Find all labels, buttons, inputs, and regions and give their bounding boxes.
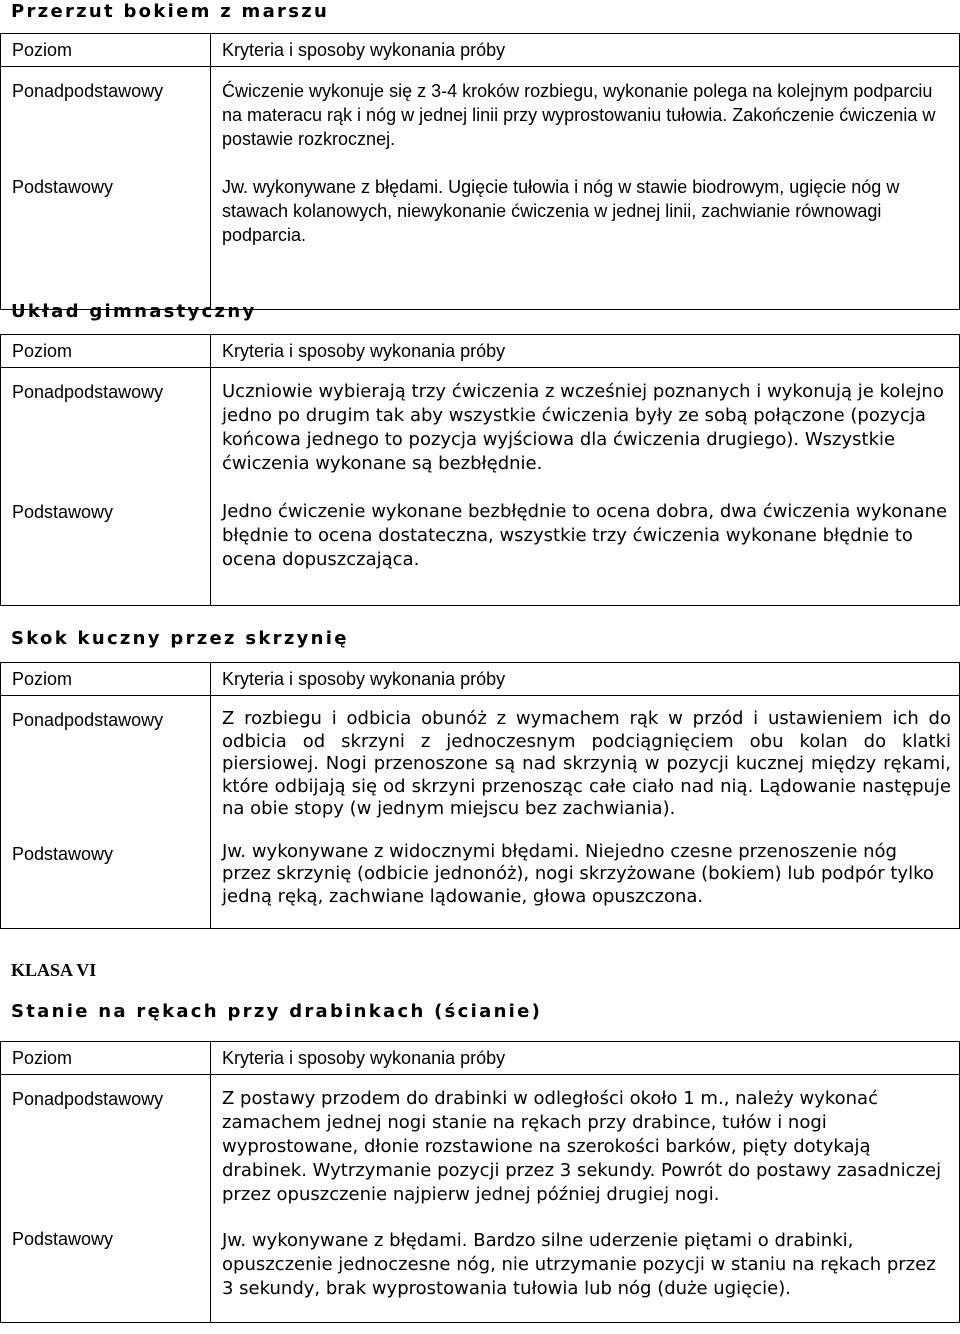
section-title: Układ gimnastyczny (11, 301, 257, 322)
table-row (1, 1075, 960, 1323)
criteria-basic: Jedno ćwiczenie wykonane bezbłędnie to ocena dobra, dwa ćwiczenia wykonane błędnie to ocena dostateczna, wszystkie trzy ćwiczenia wykonane błędnie to ocena dopuszczająca. (222, 501, 948, 570)
level-cell (1, 1075, 211, 1323)
criteria-table (0, 33, 960, 310)
criteria-basic: Jw. wykonywane z błędami. Bardzo silne uderzenie piętami o drabinki, opuszczenie jednoczesne nóg, nie utrzymanie pozycji w staniu na rękach przez 3 sekundy, brak wyprostowania tułowia lub nóg (duże ugięcie). (222, 1230, 936, 1299)
criteria-advanced: Uczniowie wybierają trzy ćwiczenia z wcześniej poznanych i wykonują je kolejno jedno po drugim tak aby wszystkie ćwiczenia były ze sobą połączone (pozycja końcowa jednego to pozycja wyjściowa dla ćwiczenia drugiego). Wszystkie ćwiczenia wykonane są bezbłędnie. (222, 381, 944, 474)
table-row (1, 67, 960, 310)
section-title: Stanie na rękach przy drabinkach (ścianie) (11, 1001, 543, 1022)
header-level: Poziom (1, 663, 211, 696)
header-level: Poziom (1, 335, 211, 368)
header-level: Poziom (1, 34, 211, 67)
section-title: Skok kuczny przez skrzynię (11, 628, 349, 649)
table-header-row (1, 663, 960, 696)
level-advanced: Ponadpodstawowy (12, 710, 164, 730)
criteria-advanced: Z rozbiegu i odbicia obunóż z wymachem rąk w przód i ustawieniem ich do odbicia od skrzyni z jednoczesnym podciągnięciem obu kolan do klatki piersiowej. Nogi przenoszone są nad skrzynią w pozycji kucznej między rękami, które odbijają się od skrzyni przenosząc całe ciało nad nią. Lądowanie następuje na obie stopy (w jednym miejscu bez zachwiania). (222, 708, 951, 819)
header-level: Poziom (1, 1042, 211, 1075)
section-title: Przerzut bokiem z marszu (11, 1, 330, 22)
criteria-table (0, 334, 960, 606)
level-cell (1, 696, 211, 929)
header-criteria: Kryteria i sposoby wykonania próby (211, 335, 960, 368)
class-heading: KLASA VI (11, 960, 97, 980)
level-basic: Podstawowy (12, 844, 114, 864)
header-criteria: Kryteria i sposoby wykonania próby (211, 1042, 960, 1075)
level-advanced: Ponadpodstawowy (12, 81, 164, 101)
criteria-table (0, 1041, 960, 1323)
criteria-cell (211, 696, 960, 929)
header-criteria: Kryteria i sposoby wykonania próby (211, 663, 960, 696)
criteria-advanced: Z postawy przodem do drabinki w odległości około 1 m., należy wykonać zamachem jednej nogi stanie na rękach przy drabince, tułów i nogi wyprostowane, dłonie rozstawione na szerokości barków, pięty dotykają drabinek. Wytrzymanie pozycji przez 3 sekundy. Powrót do postawy zasadniczej przez opuszczenie najpierw jednej później drugiej nogi. (222, 1088, 942, 1205)
criteria-basic: Jw. wykonywane z widocznymi błędami. Niejedno czesne przenoszenie nóg przez skrzynię (odbicie jednonóż), nogi skrzyżowane (bokiem) lub podpór tylko jedną ręką, zachwiane lądowanie, głowa opuszczona. (222, 840, 934, 907)
level-cell (1, 67, 211, 310)
level-advanced: Ponadpodstawowy (12, 382, 164, 402)
criteria-advanced: Ćwiczenie wykonuje się z 3-4 kroków rozbiegu, wykonanie polega na kolejnym podparciu na materacu rąk i nóg w jednej linii przy wyprostowaniu tułowia. Zakończenie ćwiczenia w postawie rozkrocznej. (222, 81, 936, 149)
level-cell (1, 368, 211, 606)
criteria-table (0, 662, 960, 929)
table-header-row (1, 34, 960, 67)
table-row (1, 368, 960, 606)
table-row (1, 696, 960, 929)
level-basic: Podstawowy (12, 1229, 114, 1249)
level-advanced: Ponadpodstawowy (12, 1089, 164, 1109)
level-basic: Podstawowy (12, 177, 114, 197)
criteria-cell (211, 67, 960, 310)
criteria-basic: Jw. wykonywane z błędami. Ugięcie tułowia i nóg w stawie biodrowym, ugięcie nóg w stawach kolanowych, niewykonanie ćwiczenia w jednej linii, zachwianie równowagi podparcia. (222, 177, 900, 245)
criteria-cell (211, 1075, 960, 1323)
criteria-cell (211, 368, 960, 606)
table-header-row (1, 335, 960, 368)
table-header-row (1, 1042, 960, 1075)
level-basic: Podstawowy (12, 502, 114, 522)
header-criteria: Kryteria i sposoby wykonania próby (211, 34, 960, 67)
